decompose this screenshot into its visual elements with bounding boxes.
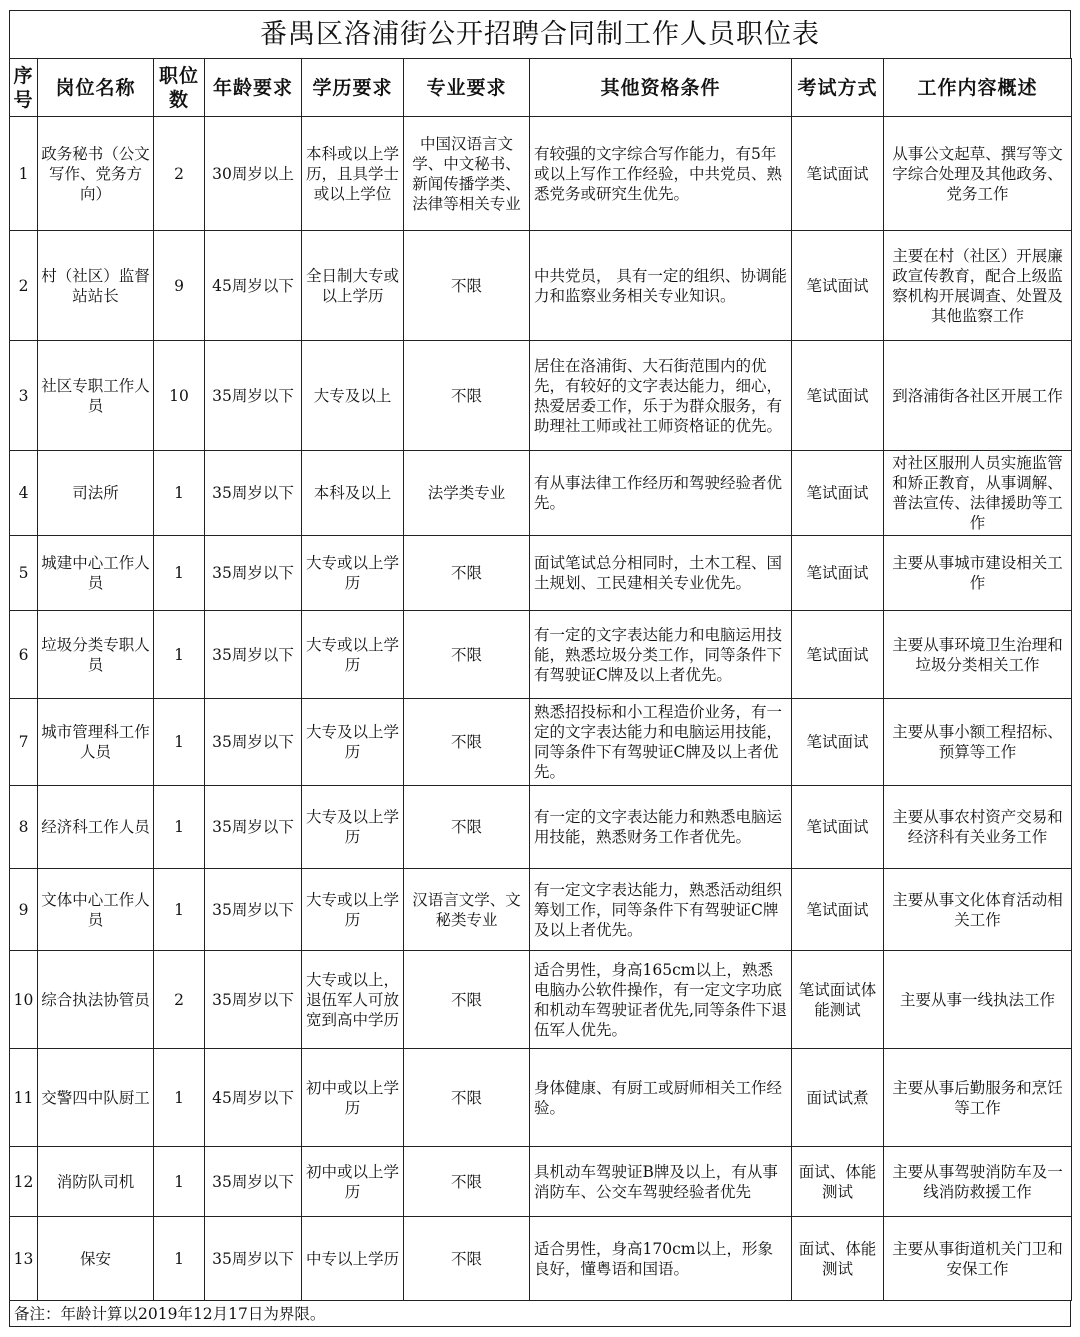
cell-age: 30周岁以上 <box>205 117 302 231</box>
cell-age: 45周岁以下 <box>205 231 302 341</box>
cell-exam: 笔试面试 <box>792 869 884 951</box>
cell-count: 1 <box>154 1049 205 1147</box>
cell-work: 主要从事城市建设相关工作 <box>884 536 1072 611</box>
cell-count: 1 <box>154 1147 205 1217</box>
cell-other: 有一定的文字表达能力和电脑运用技能，熟悉垃圾分类工作，同等条件下有驾驶证C牌及以上者优先。 <box>530 611 792 699</box>
header-row <box>10 59 1072 117</box>
cell-exam: 笔试面试 <box>792 536 884 611</box>
cell-work: 主要从事一线执法工作 <box>884 951 1072 1049</box>
cell-post: 司法所 <box>38 451 154 536</box>
cell-age: 35周岁以下 <box>205 341 302 451</box>
cell-no: 8 <box>10 786 38 869</box>
cell-age: 35周岁以下 <box>205 699 302 786</box>
footnote: 备注：年龄计算以2019年12月17日为界限。 <box>9 1301 1071 1327</box>
cell-other: 具机动车驾驶证B牌及以上，有从事消防车、公交车驾驶经验者优先 <box>530 1147 792 1217</box>
cell-post: 保安 <box>38 1217 154 1301</box>
cell-age: 35周岁以下 <box>205 451 302 536</box>
cell-work: 主要从事后勤服务和烹饪等工作 <box>884 1049 1072 1147</box>
cell-other: 适合男性，身高170cm以上，形象良好，懂粤语和国语。 <box>530 1217 792 1301</box>
cell-post: 垃圾分类专职人员 <box>38 611 154 699</box>
table-row <box>10 231 1072 341</box>
cell-count: 1 <box>154 786 205 869</box>
cell-exam: 面试试煮 <box>792 1049 884 1147</box>
header-edu: 学历要求 <box>302 59 404 117</box>
table-row <box>10 786 1072 869</box>
cell-major: 不限 <box>404 1217 530 1301</box>
cell-edu: 本科及以上 <box>302 451 404 536</box>
cell-no: 2 <box>10 231 38 341</box>
cell-other: 有一定的文字表达能力和熟悉电脑运用技能，熟悉财务工作者优先。 <box>530 786 792 869</box>
header-exam: 考试方式 <box>792 59 884 117</box>
cell-other: 居住在洛浦街、大石街范围内的优先，有较好的文字表达能力，细心，热爱居委工作，乐于为群众服务，有助理社工师或社工师资格证的优先。 <box>530 341 792 451</box>
cell-edu: 大专或以上学历 <box>302 869 404 951</box>
cell-post: 交警四中队厨工 <box>38 1049 154 1147</box>
cell-edu: 大专及以上学历 <box>302 786 404 869</box>
cell-exam: 面试、体能测试 <box>792 1217 884 1301</box>
cell-work: 主要从事文化体育活动相关工作 <box>884 869 1072 951</box>
cell-major: 不限 <box>404 231 530 341</box>
cell-edu: 初中或以上学历 <box>302 1147 404 1217</box>
cell-other: 中共党员， 具有一定的组织、协调能力和监察业务相关专业知识。 <box>530 231 792 341</box>
cell-no: 3 <box>10 341 38 451</box>
cell-work: 主要从事环境卫生治理和垃圾分类相关工作 <box>884 611 1072 699</box>
cell-major: 汉语言文学、文秘类专业 <box>404 869 530 951</box>
cell-age: 35周岁以下 <box>205 951 302 1049</box>
cell-no: 7 <box>10 699 38 786</box>
cell-no: 9 <box>10 869 38 951</box>
cell-major: 不限 <box>404 786 530 869</box>
table-row <box>10 699 1072 786</box>
cell-work: 主要在村（社区）开展廉政宣传教育，配合上级监察机构开展调查、处置及其他监察工作 <box>884 231 1072 341</box>
cell-count: 1 <box>154 536 205 611</box>
table-row <box>10 951 1072 1049</box>
cell-work: 到洛浦街各社区开展工作 <box>884 341 1072 451</box>
cell-age: 35周岁以下 <box>205 611 302 699</box>
header-post: 岗位名称 <box>38 59 154 117</box>
cell-age: 35周岁以下 <box>205 1217 302 1301</box>
cell-age: 35周岁以下 <box>205 869 302 951</box>
cell-work: 从事公文起草、撰写等文字综合处理及其他政务、党务工作 <box>884 117 1072 231</box>
cell-post: 社区专职工作人员 <box>38 341 154 451</box>
cell-no: 6 <box>10 611 38 699</box>
cell-work: 主要从事街道机关门卫和安保工作 <box>884 1217 1072 1301</box>
cell-count: 1 <box>154 869 205 951</box>
header-other: 其他资格条件 <box>530 59 792 117</box>
header-count: 职位数 <box>154 59 205 117</box>
cell-no: 5 <box>10 536 38 611</box>
cell-exam: 笔试面试体能测试 <box>792 951 884 1049</box>
cell-count: 10 <box>154 341 205 451</box>
cell-major: 不限 <box>404 951 530 1049</box>
positions-table <box>9 58 1072 1301</box>
cell-post: 城建中心工作人员 <box>38 536 154 611</box>
cell-major: 不限 <box>404 1147 530 1217</box>
header-work: 工作内容概述 <box>884 59 1072 117</box>
cell-no: 11 <box>10 1049 38 1147</box>
cell-count: 1 <box>154 451 205 536</box>
cell-edu: 全日制大专或以上学历 <box>302 231 404 341</box>
table-row <box>10 117 1072 231</box>
cell-count: 2 <box>154 117 205 231</box>
cell-work: 主要从事农村资产交易和经济科有关业务工作 <box>884 786 1072 869</box>
cell-no: 4 <box>10 451 38 536</box>
cell-major: 法学类专业 <box>404 451 530 536</box>
cell-other: 面试笔试总分相同时，土木工程、国土规划、工民建相关专业优先。 <box>530 536 792 611</box>
table-title: 番禺区洛浦街公开招聘合同制工作人员职位表 <box>9 10 1071 58</box>
cell-major: 不限 <box>404 1049 530 1147</box>
cell-post: 村（社区）监督站站长 <box>38 231 154 341</box>
cell-post: 经济科工作人员 <box>38 786 154 869</box>
cell-edu: 大专及以上 <box>302 341 404 451</box>
cell-edu: 大专或以上学历 <box>302 536 404 611</box>
cell-exam: 笔试面试 <box>792 231 884 341</box>
cell-age: 35周岁以下 <box>205 536 302 611</box>
cell-count: 1 <box>154 699 205 786</box>
cell-age: 45周岁以下 <box>205 1049 302 1147</box>
cell-post: 城市管理科工作人员 <box>38 699 154 786</box>
cell-edu: 大专或以上，退伍军人可放宽到高中学历 <box>302 951 404 1049</box>
cell-no: 13 <box>10 1217 38 1301</box>
cell-exam: 笔试面试 <box>792 117 884 231</box>
cell-other: 熟悉招投标和小工程造价业务，有一定的文字表达能力和电脑运用技能，同等条件下有驾驶证C牌及以上者优先。 <box>530 699 792 786</box>
table-row <box>10 451 1072 536</box>
cell-major: 不限 <box>404 536 530 611</box>
cell-edu: 大专或以上学历 <box>302 611 404 699</box>
cell-other: 有较强的文字综合写作能力，有5年或以上写作工作经验，中共党员、熟悉党务或研究生优先。 <box>530 117 792 231</box>
cell-exam: 面试、体能测试 <box>792 1147 884 1217</box>
table-row <box>10 341 1072 451</box>
cell-no: 1 <box>10 117 38 231</box>
cell-exam: 笔试面试 <box>792 611 884 699</box>
cell-work: 主要从事小额工程招标、预算等工作 <box>884 699 1072 786</box>
cell-major: 中国汉语言文学、中文秘书、新闻传播学类、法律等相关专业 <box>404 117 530 231</box>
cell-count: 9 <box>154 231 205 341</box>
table-row <box>10 611 1072 699</box>
cell-major: 不限 <box>404 699 530 786</box>
table-row <box>10 1147 1072 1217</box>
table-row <box>10 869 1072 951</box>
cell-other: 有从事法律工作经历和驾驶经验者优先。 <box>530 451 792 536</box>
cell-post: 综合执法协管员 <box>38 951 154 1049</box>
cell-age: 35周岁以下 <box>205 1147 302 1217</box>
cell-post: 消防队司机 <box>38 1147 154 1217</box>
cell-no: 12 <box>10 1147 38 1217</box>
cell-edu: 初中或以上学历 <box>302 1049 404 1147</box>
table-row <box>10 1049 1072 1147</box>
cell-exam: 笔试面试 <box>792 451 884 536</box>
header-major: 专业要求 <box>404 59 530 117</box>
cell-exam: 笔试面试 <box>792 786 884 869</box>
cell-post: 文体中心工作人员 <box>38 869 154 951</box>
cell-work: 对社区服刑人员实施监管和矫正教育，从事调解、普法宣传、法律援助等工作 <box>884 451 1072 536</box>
cell-work: 主要从事驾驶消防车及一线消防救援工作 <box>884 1147 1072 1217</box>
cell-other: 身体健康、有厨工或厨师相关工作经验。 <box>530 1049 792 1147</box>
cell-other: 适合男性，身高165cm以上，熟悉电脑办公软件操作，有一定文字功底和机动车驾驶证者优先,同等条件下退伍军人优先。 <box>530 951 792 1049</box>
table-row <box>10 536 1072 611</box>
cell-count: 1 <box>154 611 205 699</box>
cell-count: 2 <box>154 951 205 1049</box>
cell-edu: 本科或以上学历，且具学士或以上学位 <box>302 117 404 231</box>
cell-exam: 笔试面试 <box>792 699 884 786</box>
cell-major: 不限 <box>404 341 530 451</box>
cell-count: 1 <box>154 1217 205 1301</box>
table-row <box>10 1217 1072 1301</box>
cell-exam: 笔试面试 <box>792 341 884 451</box>
cell-edu: 大专及以上学历 <box>302 699 404 786</box>
cell-edu: 中专以上学历 <box>302 1217 404 1301</box>
cell-major: 不限 <box>404 611 530 699</box>
cell-no: 10 <box>10 951 38 1049</box>
cell-age: 35周岁以下 <box>205 786 302 869</box>
header-no: 序号 <box>10 59 38 117</box>
cell-other: 有一定文字表达能力，熟悉活动组织筹划工作，同等条件下有驾驶证C牌及以上者优先。 <box>530 869 792 951</box>
cell-post: 政务秘书（公文写作、党务方向） <box>38 117 154 231</box>
header-age: 年龄要求 <box>205 59 302 117</box>
